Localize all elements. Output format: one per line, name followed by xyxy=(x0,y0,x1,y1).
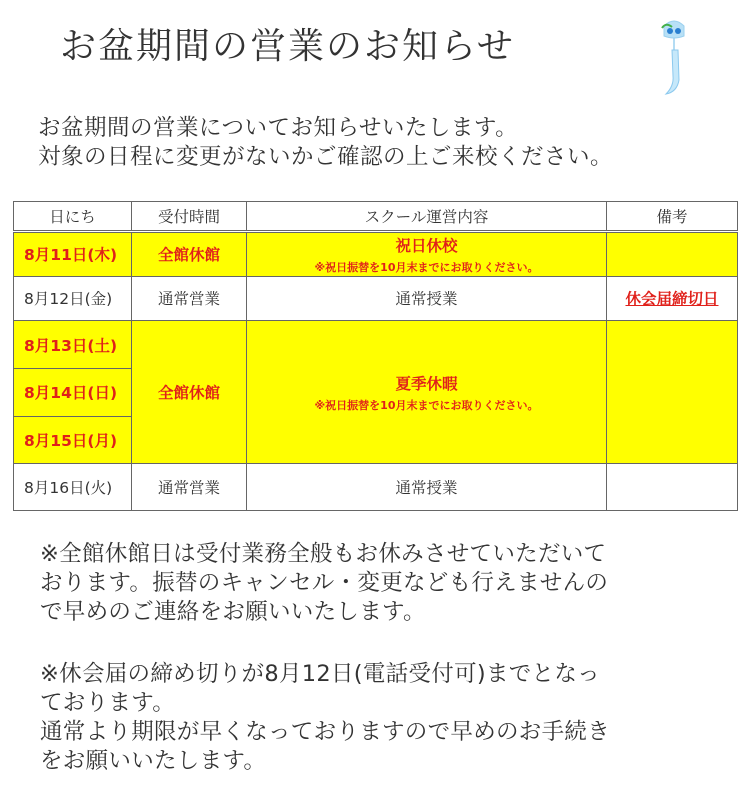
notice-line: 通常より期限が早くなっておりますので早めのお手続き xyxy=(40,719,611,745)
notice-line: をお願いいたします。 xyxy=(40,748,267,774)
date-cell: 8月14日(日) xyxy=(14,368,132,416)
header-date: 日にち xyxy=(14,202,132,232)
content-note: ※祝日振替を10月末までにお取りください。 xyxy=(314,398,539,412)
notice-line: ております。 xyxy=(40,690,176,716)
remarks-cell xyxy=(607,464,738,511)
table-row xyxy=(14,464,738,511)
content-text: 夏季休暇 xyxy=(395,374,458,393)
reception-cell: 全館休館 xyxy=(132,321,247,464)
date-cell: 8月16日(火) xyxy=(14,464,132,511)
intro-line: 対象の日程に変更がないかご確認の上ご来校ください。 xyxy=(38,144,614,170)
date-cell: 8月15日(月) xyxy=(14,416,132,464)
schedule-table xyxy=(13,201,738,511)
closure-notice xyxy=(40,540,730,627)
header-content: スクール運営内容 xyxy=(247,202,607,232)
deadline-label: 休会届締切日 xyxy=(625,290,719,309)
table-row xyxy=(14,321,738,369)
date-cell: 8月12日(金) xyxy=(14,276,132,321)
notice-line: ※休会届の締め切りが8月12日(電話受付可)までとなっ xyxy=(40,661,600,687)
intro-line: お盆期間の営業についてお知らせいたします。 xyxy=(38,115,519,141)
intro-text xyxy=(38,114,738,172)
remarks-cell xyxy=(607,276,738,321)
header-remarks: 備考 xyxy=(607,202,738,232)
wind-chime-icon xyxy=(650,18,700,98)
content-note: ※祝日振替を10月末までにお取りください。 xyxy=(314,260,539,274)
table-row xyxy=(14,276,738,321)
content-cell xyxy=(247,321,607,464)
table-row xyxy=(14,232,738,277)
date-cell: 8月13日(土) xyxy=(14,321,132,369)
content-cell: 通常授業 xyxy=(247,276,607,321)
reception-cell: 通常営業 xyxy=(132,464,247,511)
table-header-row xyxy=(14,202,738,232)
page-title: お盆期間の営業のお知らせ xyxy=(60,26,515,67)
notice-line: ※全館休館日は受付業務全般もお休みさせていただいて xyxy=(40,541,607,567)
date-cell: 8月11日(木) xyxy=(14,232,132,277)
content-text: 祝日休校 xyxy=(395,236,458,255)
content-cell: 通常授業 xyxy=(247,464,607,511)
content-cell xyxy=(247,232,607,277)
deadline-notice xyxy=(40,660,730,776)
notice-line: おります。振替のキャンセル・変更なども行えませんの xyxy=(40,570,609,596)
reception-cell: 通常営業 xyxy=(132,276,247,321)
header-reception: 受付時間 xyxy=(132,202,247,232)
remarks-cell xyxy=(607,321,738,464)
notice-line: で早めのご連絡をお願いいたします。 xyxy=(40,599,426,625)
reception-cell: 全館休館 xyxy=(132,232,247,277)
remarks-cell xyxy=(607,232,738,277)
